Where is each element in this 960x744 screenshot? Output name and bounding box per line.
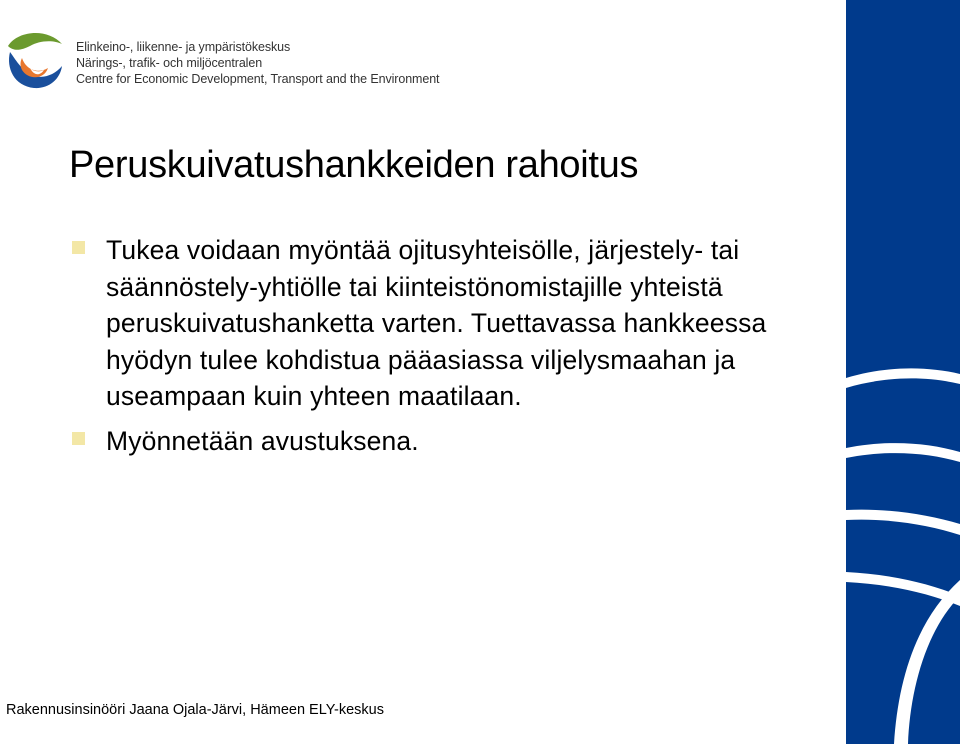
- bullet-text: Myönnetään avustuksena.: [106, 425, 419, 456]
- ely-leaf-logo-icon: [4, 28, 66, 92]
- org-line-fi: Elinkeino-, liikenne- ja ympäristökeskus: [76, 40, 291, 54]
- square-bullet-icon: [72, 241, 85, 254]
- slide-title: Peruskuivatushankkeiden rahoitus: [69, 144, 639, 186]
- decorative-wave-band: [846, 0, 960, 744]
- bullet-item: [70, 423, 770, 460]
- bullet-list: [70, 232, 770, 467]
- org-line-en: Centre for Economic Development, Transport and the Environment: [76, 72, 440, 86]
- organization-name: [76, 39, 439, 87]
- bullet-text: Tukea voidaan myöntää ojitusyhteisölle, järjestely- tai säännöstely-yhtiölle tai kiinteistönomistajille yhteistä peruskuivatushanketta varten. Tuettavassa hankkeessa hyödyn tulee kohdistua pääasiassa viljelysmaahan ja useampaan kuin yhteen maatilaan.: [106, 235, 767, 411]
- org-line-sv: Närings-, trafik- och miljöcentralen: [76, 56, 263, 70]
- slide-footer: Rakennusinsinööri Jaana Ojala-Järvi, Hämeen ELY-keskus: [6, 702, 384, 718]
- bullet-item: [70, 232, 770, 415]
- square-bullet-icon: [72, 432, 85, 445]
